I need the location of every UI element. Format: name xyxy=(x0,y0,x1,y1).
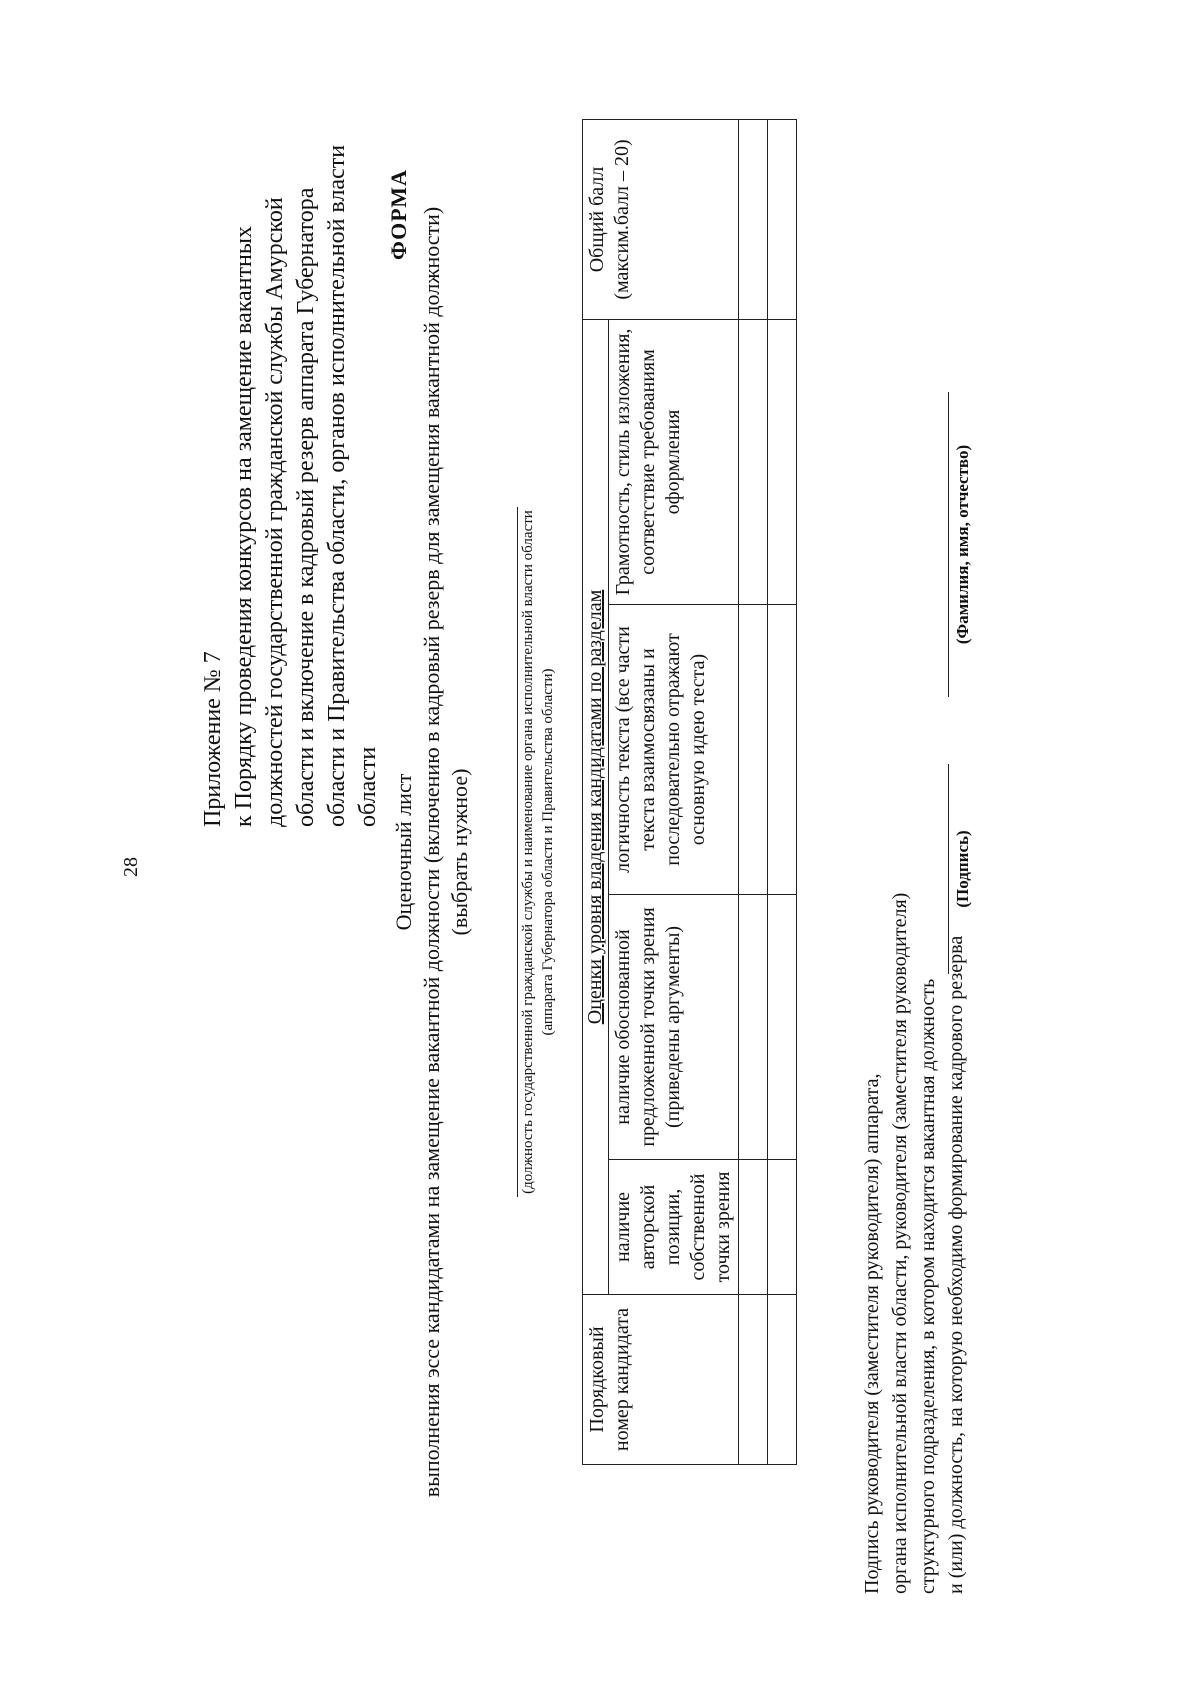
table-cell xyxy=(739,1160,768,1295)
table-cell xyxy=(739,319,768,604)
signature-caption: (Подпись) xyxy=(948,764,973,974)
position-caption-line: (должность государственной гражданской службы и наименование органа исполнительной власти области xyxy=(520,510,536,1194)
header-justified-view: наличие обоснованной предложенной точки зрения (приведены аргументы) xyxy=(609,895,739,1160)
signature-line: Подпись руководителя (заместителя руководителя) аппарата, xyxy=(861,1073,883,1594)
header-text-logic: логичность текста (все части текста взаимосвязаны и последовательно отражают основную идею теста) xyxy=(609,605,739,895)
header-score-group: Оценки уровня владения кандидатами по разделам xyxy=(583,319,609,1294)
document-title xyxy=(390,142,474,1562)
title-line: Оценочный лист xyxy=(391,773,416,931)
signature-line: органа исполнительной власти области, руководителя (заместителя руководителя) xyxy=(889,892,911,1594)
table-cell xyxy=(739,1295,768,1465)
table-row xyxy=(768,119,797,1464)
title-line: (выбрать нужное) xyxy=(447,768,472,936)
table-cell xyxy=(739,119,768,319)
header-total-score: Общий балл (максим.балл – 20) xyxy=(583,119,739,319)
appendix-line: области и Правительства области, органов исполнительной власти xyxy=(324,144,350,827)
appendix-header xyxy=(198,144,384,827)
name-caption: (Фамилия, имя, отчество) xyxy=(948,392,973,697)
table-cell xyxy=(739,895,768,1160)
table-row xyxy=(739,119,768,1464)
header-candidate-number: Порядковый номер кандидата xyxy=(583,1295,739,1465)
appendix-line: области и включение в кадровый резерв аппарата Губернатора xyxy=(293,187,319,827)
header-literacy-style: Грамотность, стиль изложения, соответствие требованиям оформления xyxy=(609,319,739,604)
table-cell xyxy=(768,1295,797,1465)
title-line: выполнения эссе кандидатами на замещение вакантной должности (включению в кадровый резерв для замещения вакантной должности) xyxy=(419,206,444,1498)
header-author-position: наличие авторской позиции, собственной точки зрения xyxy=(609,1160,739,1295)
table-cell xyxy=(768,895,797,1160)
appendix-line: Приложение № 7 xyxy=(200,651,226,827)
table-cell xyxy=(768,1160,797,1295)
signature-block xyxy=(858,893,970,1594)
appendix-line: должностей государственной гражданской службы Амурской xyxy=(262,197,288,827)
evaluation-table xyxy=(582,119,797,1465)
appendix-line: к Порядку проведения конкурсов на замещение вакантных xyxy=(231,226,257,827)
table-cell xyxy=(768,319,797,604)
table-cell xyxy=(768,605,797,895)
form-label: ФОРМА xyxy=(386,169,411,260)
page-number: 28 xyxy=(120,857,142,877)
table-cell xyxy=(768,119,797,319)
position-caption-line: (аппарата Губернатора области и Правительства области) xyxy=(540,668,556,1036)
table-cell xyxy=(739,605,768,895)
signature-line: структурного подразделения, в котором находится вакантная должность xyxy=(917,978,939,1594)
signature-line: и (или) должность, на которую необходимо формирование кадрового резерва xyxy=(945,935,967,1594)
appendix-line: области xyxy=(355,746,381,827)
position-caption xyxy=(517,507,558,1197)
